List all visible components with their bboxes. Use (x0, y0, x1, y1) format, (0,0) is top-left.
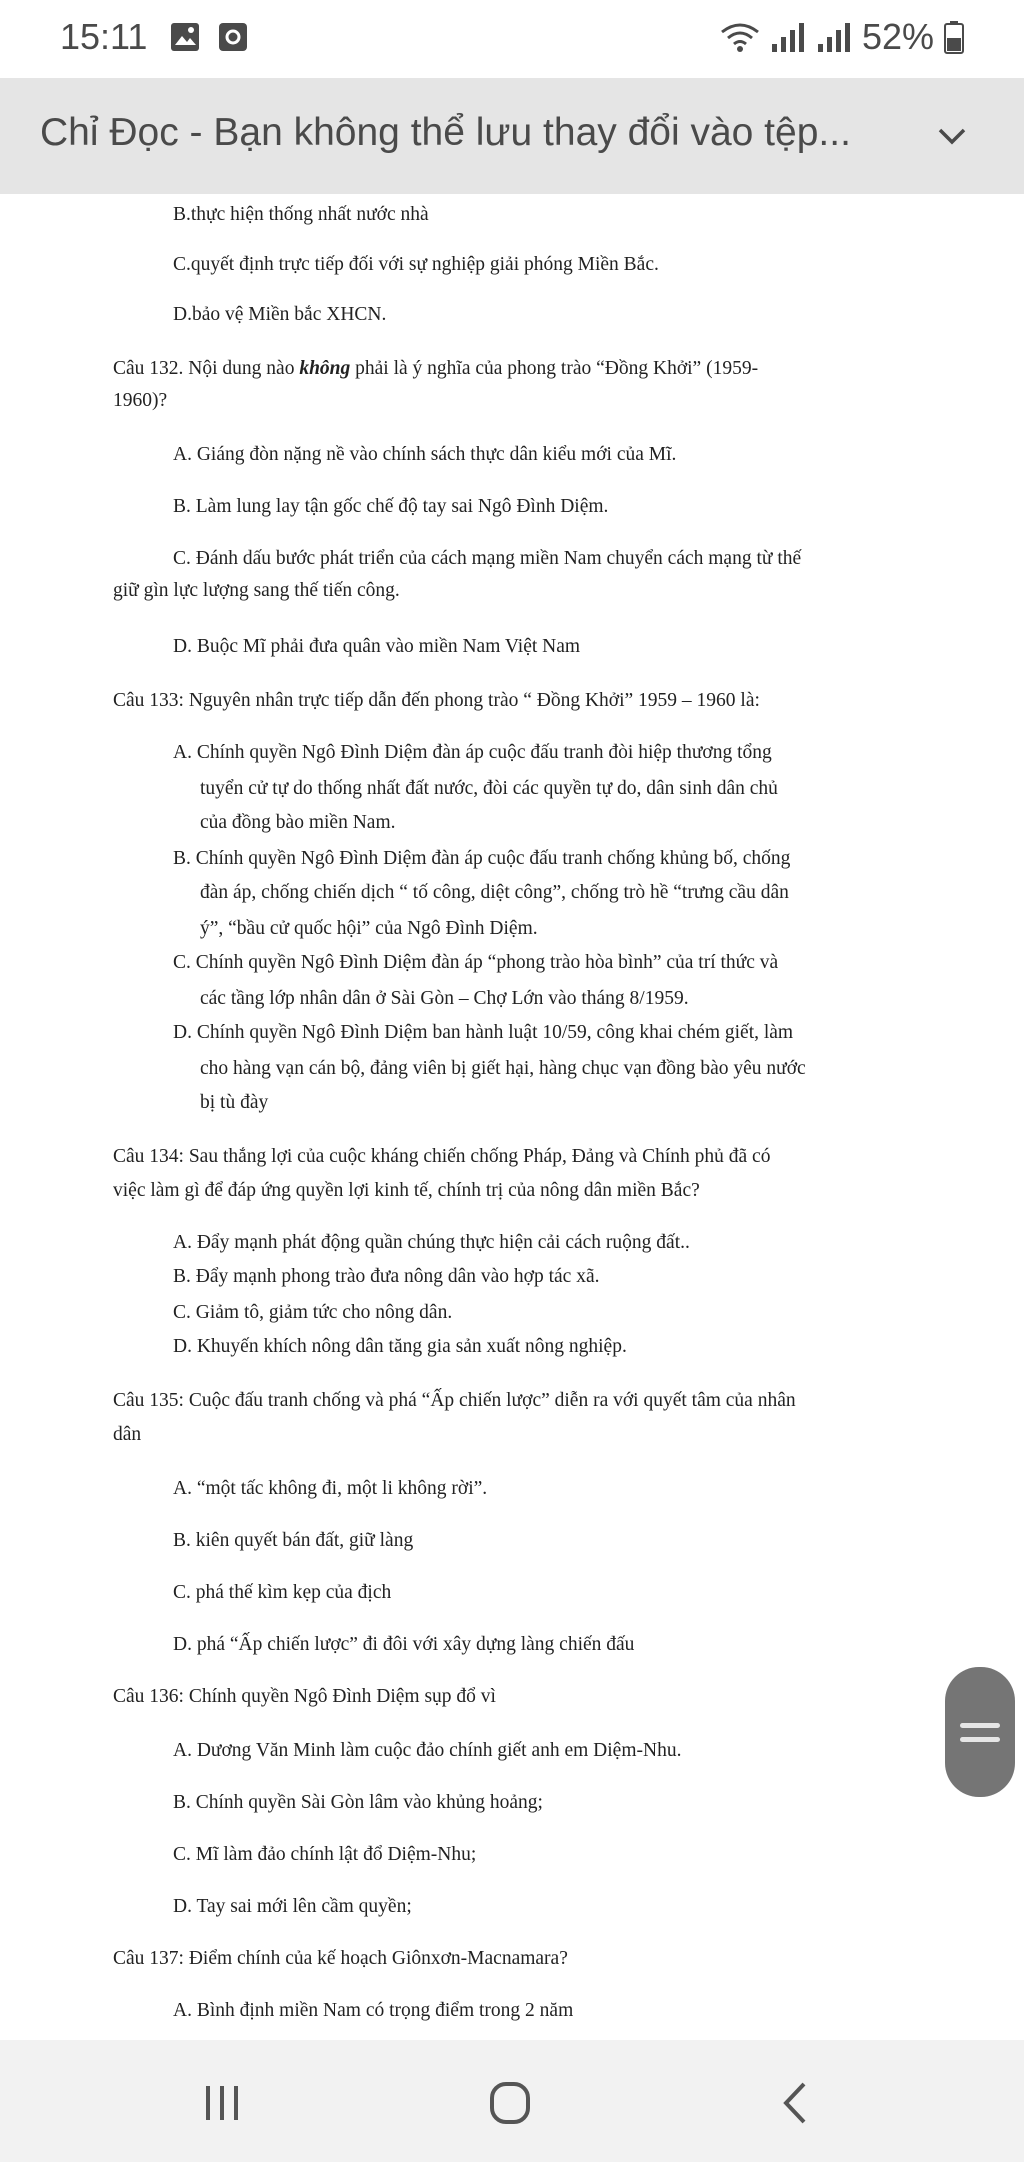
chevron-down-icon[interactable] (930, 114, 974, 158)
option-text: các tầng lớp nhân dân ở Sài Gòn – Chợ Lớn vào tháng 8/1959. (200, 988, 689, 1009)
option-text: D. Buộc Mĩ phải đưa quân vào miền Nam Việt Nam (173, 636, 581, 657)
option-text: D. Khuyến khích nông dân tăng gia sản xuất nông nghiệp. (173, 1336, 627, 1357)
question-132-title: Câu 132. Nội dung nào không phải là ý nghĩa của phong trào “Đồng Khởi” (1959- (113, 358, 759, 379)
option-text: bị tù đày (200, 1092, 269, 1113)
question-text: dân (113, 1424, 142, 1445)
document-view[interactable] (0, 194, 1024, 2040)
question-136-title: Câu 136: Chính quyền Ngô Đình Diệm sụp đổ vì (113, 1686, 496, 1707)
navigation-bar (0, 2040, 1024, 2162)
option-text: A. Giáng đòn nặng nề vào chính sách thực dân kiểu mới của Mĩ. (173, 444, 677, 465)
option-text: B. Đẩy mạnh phong trào đưa nông dân vào hợp tác xã. (173, 1266, 600, 1287)
scroll-handle-grip (960, 1737, 1000, 1742)
option-text: C.quyết định trực tiếp đối với sự nghiệp giải phóng Miền Bắc. (173, 254, 659, 275)
back-icon[interactable] (766, 2078, 826, 2128)
wifi-icon (720, 20, 760, 54)
option-text: B. kiên quyết bán đất, giữ làng (173, 1530, 414, 1551)
option-text: C. Giảm tô, giảm tức cho nông dân. (173, 1302, 453, 1323)
option-text: của đồng bào miền Nam. (200, 812, 396, 833)
scroll-handle-grip (960, 1723, 1000, 1728)
read-only-banner-title: Chỉ Đọc - Bạn không thể lưu thay đổi vào tệp... (40, 111, 851, 154)
option-text: C. Đánh dấu bước phát triển của cách mạng miền Nam chuyển cách mạng từ thế (173, 548, 802, 569)
option-text: C. Chính quyền Ngô Đình Diệm đàn áp “phong trào hòa bình” của trí thức và (173, 952, 779, 973)
question-137-title: Câu 137: Điểm chính của kế hoạch Giônxơn-Macnamara? (113, 1948, 568, 1969)
option-text: A. Dương Văn Minh làm cuộc đảo chính giết anh em Diệm-Nhu. (173, 1740, 682, 1761)
option-text: B. Chính quyền Sài Gòn lâm vào khủng hoảng; (173, 1792, 543, 1813)
option-text: giữ gìn lực lượng sang thế tiến công. (113, 580, 400, 601)
signal-icon (816, 20, 852, 54)
option-text: D.bảo vệ Miền bắc XHCN. (173, 304, 387, 325)
question-text: 1960)? (113, 390, 168, 411)
gallery-icon (170, 22, 200, 52)
fast-scroll-handle[interactable] (945, 1667, 1015, 1797)
option-text: tuyển cử tự do thống nhất đất nước, đòi các quyền tự do, dân sinh dân chủ (200, 778, 778, 799)
question-text: việc làm gì để đáp ứng quyền lợi kinh tế, chính trị của nông dân miền Bắc? (113, 1180, 700, 1201)
option-text: C. Mĩ làm đảo chính lật đổ Diệm-Nhu; (173, 1844, 477, 1865)
recents-icon[interactable] (192, 2078, 252, 2128)
battery-percent: 52% (861, 16, 934, 57)
status-bar (0, 0, 1024, 78)
battery-icon (944, 20, 964, 54)
option-text: ý”, “bầu cử quốc hội” của Ngô Đình Diệm. (200, 918, 538, 939)
home-icon[interactable] (480, 2078, 540, 2128)
signal-icon (770, 20, 806, 54)
option-text: B. Làm lung lay tận gốc chế độ tay sai Ngô Đình Diệm. (173, 496, 609, 517)
question-134-title: Câu 134: Sau thắng lợi của cuộc kháng chiến chống Pháp, Đảng và Chính phủ đã có (113, 1146, 771, 1167)
option-text: A. “một tấc không đi, một li không rời”. (173, 1478, 488, 1499)
question-133-title: Câu 133: Nguyên nhân trực tiếp dẫn đến phong trào “ Đồng Khởi” 1959 – 1960 là: (113, 690, 760, 711)
status-time: 15:11 (60, 16, 148, 57)
option-text: A. Bình định miền Nam có trọng điểm trong 2 năm (173, 2000, 574, 2021)
option-text: C. phá thế kìm kẹp của địch (173, 1582, 392, 1603)
option-text: A. Chính quyền Ngô Đình Diệm đàn áp cuộc đấu tranh đòi hiệp thương tổng (173, 742, 772, 763)
question-135-title: Câu 135: Cuộc đấu tranh chống và phá “Ấp chiến lược” diễn ra với quyết tâm của nhân (113, 1390, 796, 1411)
option-text: D. Chính quyền Ngô Đình Diệm ban hành luật 10/59, công khai chém giết, làm (173, 1022, 794, 1043)
option-text: A. Đẩy mạnh phát động quần chúng thực hiện cải cách ruộng đất.. (173, 1232, 690, 1253)
option-text: đàn áp, chống chiến dịch “ tố công, diệt công”, chống trò hề “trưng cầu dân (200, 882, 789, 903)
screen-record-icon (218, 22, 248, 52)
option-text: B. Chính quyền Ngô Đình Diệm đàn áp cuộc đấu tranh chống khủng bố, chống (173, 848, 791, 869)
option-text: D. Tay sai mới lên cầm quyền; (173, 1896, 412, 1917)
option-text: B.thực hiện thống nhất nước nhà (173, 204, 429, 225)
status-indicators (720, 16, 964, 58)
option-text: D. phá “Ấp chiến lược” đi đôi với xây dựng làng chiến đấu (173, 1634, 635, 1655)
option-text: cho hàng vạn cán bộ, đảng viên bị giết hại, hàng chục vạn đồng bào yêu nước (200, 1058, 806, 1079)
app-header (0, 78, 1024, 194)
